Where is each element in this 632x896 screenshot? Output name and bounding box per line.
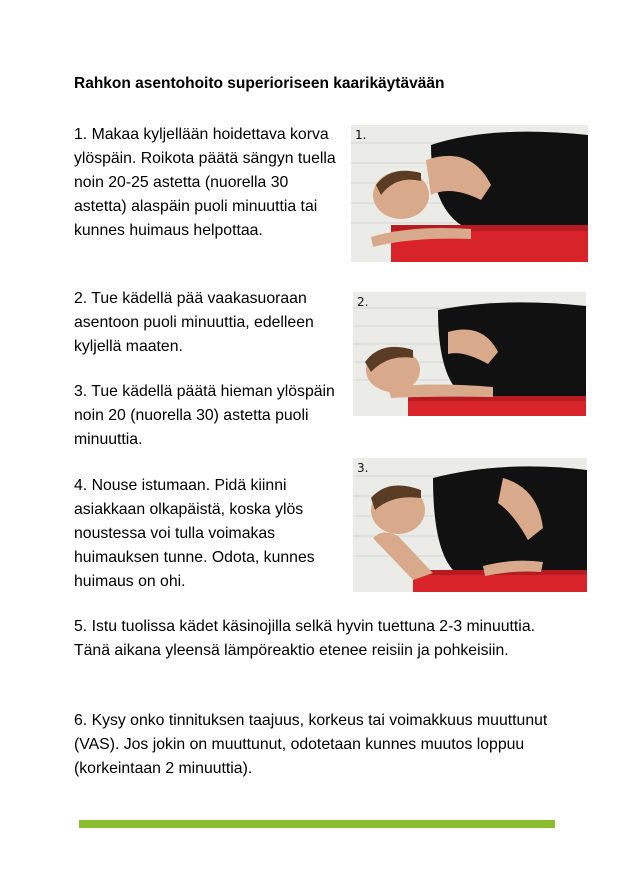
photo-step-3 (353, 458, 587, 592)
step-4-text: 4. Nouse istumaan. Pidä kiinni asiakkaan olkapäistä, koska ylös noustessa voi tulla voimakas huimauksen tunne. Odota, kunnes huimaus on ohi. (74, 477, 315, 590)
step-1-text: 1. Makaa kyljellään hoidettava korva ylöspäin. Roikota päätä sängyn tuella noin 20-25 astetta (nuorella 30 astetta) alaspäin puoli minuuttia tai kunnes huimaus helpottaa. (74, 126, 336, 239)
step-6-text: 6. Kysy onko tinnituksen taajuus, korkeus tai voimakkuus muuttunut (VAS). Jos jokin on muuttunut, odotetaan kunnes muutos loppuu (korkeintaan 2 minuuttia). (74, 712, 548, 777)
photo-label: 1. (355, 128, 367, 142)
photo-step-1 (351, 125, 588, 262)
page-title: Rahkon asentohoito superioriseen kaarikäytävään (74, 75, 445, 92)
step-3-text: 3. Tue kädellä päätä hieman ylöspäin noin 20 (nuorella 30) astetta puoli minuuttia. (74, 383, 335, 448)
footer-divider (79, 820, 555, 828)
photo-step-2 (353, 292, 586, 416)
step-2-text: 2. Tue kädellä pää vaakasuoraan asentoon puoli minuuttia, edelleen kyljellä maaten. (74, 290, 314, 355)
photo-label: 3. (357, 461, 369, 475)
photo-label: 2. (357, 295, 369, 309)
step-5-text: 5. Istu tuolissa kädet käsinojilla selkä hyvin tuettuna 2-3 minuuttia. Tänä aikana yleensä lämpöreaktio etenee reisiin ja pohkeisiin. (74, 618, 535, 659)
